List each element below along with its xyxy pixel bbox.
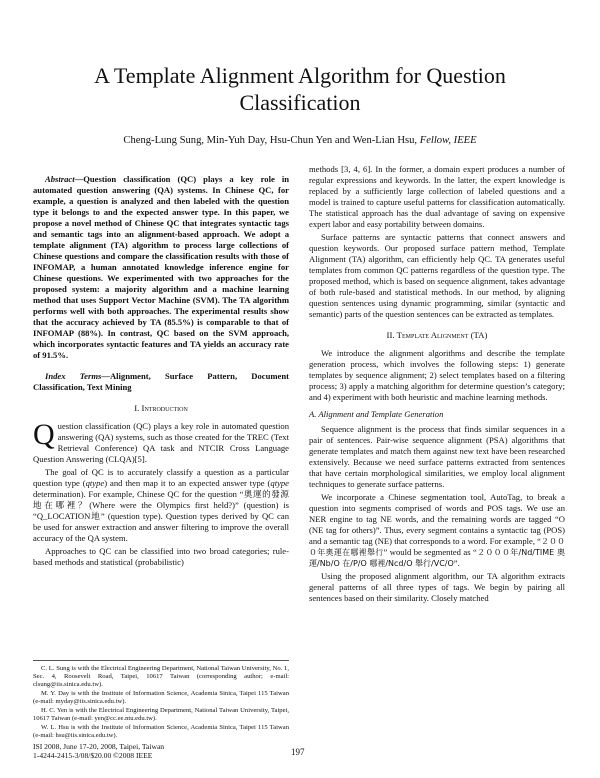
subsection-p2-part-b: ” would be segmented as “ [383,547,477,557]
index-terms-text: —Alignment, Surface Pattern, Document Classification, Text Mining [33,371,289,392]
footnote: M. Y. Day is with the Institute of Information Science, Academia Sinica, Taipei 115 Taiwan (e-mail: myday@iis.sinica.edu.tw). [33,690,289,705]
qtype-term: qtype [85,478,105,488]
right-paragraph-2: Surface patterns are syntactic patterns that connect answers and question keywords. Our proposed surface pattern method, Template Alignment (TA) algorithm, can efficiently help QC. TA generates useful templates from common QC patterns regardless of the question type. The proposed method, which is based on sequence alignment, takes advantage of both rule-based and statistical methods. In our method, by aligning question sentences using dynamic programming, similar (syntactic and semantic) parts of the question sentences can be extracted as templates. [309,232,565,319]
subsection-p2-part-c: ”. [453,558,460,568]
qtype-term-2: qtype [270,478,290,488]
intro-p2-part-b: ) and then map it to an expected answer type ( [104,478,271,488]
footnote: C. L. Sung is with the Electrical Engineering Department, National Taiwan University, No. 1, Sec. 4, Roosevelt Road, Taipei, 10617 Taiwan (corresponding author; e-mail: clsung@iis.sinica.edu.tw). [33,665,289,688]
section-heading-template-alignment: II. Template Alignment (TA) [386,330,488,340]
example-segmentation: ２０００年/Nd/TIME 奧運/Nb/O 在/P/O 哪裡/Ncd/O 舉行/VC/O [309,548,565,568]
author-fellow: Fellow, IEEE [419,135,477,146]
right-paragraph-1: methods [3, 4, 6]. In the former, a domain expert produces a number of regular expressions and keywords. In the latter, the expert knowledge is replaced by a sufficiently large collection of labeled questions and a model is trained to capture useful patterns for classification automatically. The statistical approach has the dual advantage of saving on expensive expert labor and easy portability between domains. [309,164,565,229]
subsection-p2-part-a: We incorporate a Chinese segmentation tool, AutoTag, to break a question into segments comprised of words and POS tags. We use an NER engine to tag NE words, and the remaining words are tagged “O (NE tag for others)”. Thus, every segment contains a syntactic tag (POS) and a semantic tag (NE) that corresponds to a word. For example, “ [309,492,565,546]
intro-paragraph-1: Question classification (QC) plays a key role in automated question answering (QA) systems, such as those created for the TREC (Text Retrieval Conference) QA task and NTCIR Cross Language Question Answering (CLQA)[5]. [33,418,289,464]
author-line [30,134,570,147]
example-question: ２０００年奧運在哪裡舉行 [309,537,565,557]
copyright-line: 1-4244-2415-3/08/$20.00 ©2008 IEEE [33,751,153,760]
intro-p2-part-c: determination). For example, Chinese QC for the question “奧運的發源地在哪裡？(Where were the Olympics first held?)” (question) is “Q_LOCATION地” (question type). Question types derived by QC can be used for answer extraction and answer filtering to improve the overall accuracy of the QA system. [33,489,289,543]
intro-p2-part-a: The goal of QC is to accurately classify a question as a particular question type ( [33,467,289,488]
abstract-label: Abstract [45,174,75,184]
footnote: H. C. Yen is with the Electrical Engineering Department, National Taiwan University, Taipei, 10617 Taiwan (e-mail: yen@cc.ee.ntu.edu.tw). [33,707,289,722]
footnote: W. L. Hsu is with the Institute of Information Science, Academia Sinica, Taipei 115 Taiwan (e-mail: hsu@iis.sinica.edu.tw). [33,724,289,739]
section-heading-introduction: I. Introduction [134,403,188,413]
index-terms [33,371,289,393]
subsection-heading-alignment: A. Alignment and Template Generation [309,409,444,419]
abstract [33,174,289,361]
author-footnotes [33,660,289,741]
left-column [33,164,289,570]
conference-line: ISI 2008, June 17-20, 2008, Taipei, Taiwan [33,742,165,751]
intro-paragraph-3: Approaches to QC can be classified into two broad categories; rule-based methods and statistical (probabilistic) [33,546,289,567]
index-terms-label: Index Terms [45,371,102,381]
page-number: 197 [291,747,305,757]
subsection-paragraph-3: Using the proposed alignment algorithm, our TA algorithm extracts general patterns of all three types of tags. We begin by pairing all sentences based on their similarity. Closely matched [309,571,565,603]
abstract-text: —Question classification (QC) plays a key role in automated question answering (QA) systems. In Chinese QC, for example, a question is analyzed and then labeled with the question type it belongs to and the expected answer type. In this paper, we propose a novel method of Chinese QC that integrates syntactic tags and semantic tags into an alignment-based approach. We adopt a template alignment (TA) algorithm to process large collections of Chinese questions and compare the classification results with those of INFOMAP, a human annotated knowledge inference engine for Chinese questions. We experimented with two approaches for the proposed system: a majority algorithm and a machine learning method that uses Support Vector Machine (SVM). The TA algorithm performs well with both approaches. The experimental results show that the accuracy achieved by TA (85.5%) is comparable to that of INFOMAP (88%). In contrast, QC based on the SVM approach, which incorporates syntactic features and TA yields an accuracy rate of 91.5%. [33,174,289,360]
right-column [309,164,565,606]
author-names: Cheng-Lung Sung, Min-Yuh Day, Hsu-Chun Yen and Wen-Lian Hsu, [123,135,420,146]
subsection-paragraph-2 [309,492,565,569]
paper-title: A Template Alignment Algorithm for Question Classification [94,63,506,115]
conference-info [33,742,233,760]
section2-paragraph-1: We introduce the alignment algorithms and describe the template generation process, which involves the following steps: 1) generate templates by sequence alignment; 2) select templates based on a filtering process; 3) apply a matching algorithm for determine question’s category; and 4) experiment with both heuristic and machine learning methods. [309,348,565,402]
intro-paragraph-2 [33,467,289,544]
subsection-paragraph-1: Sequence alignment is the process that finds similar sequences in a pair of sentences. Pair-wise sequence alignment (PSA) algorithms that generate templates and match them against new text have been researched extensively. Because we need surface patterns extracted from sentences that have certain morphological similarities, we employ local alignment techniques to generate surface patterns. [309,424,565,489]
